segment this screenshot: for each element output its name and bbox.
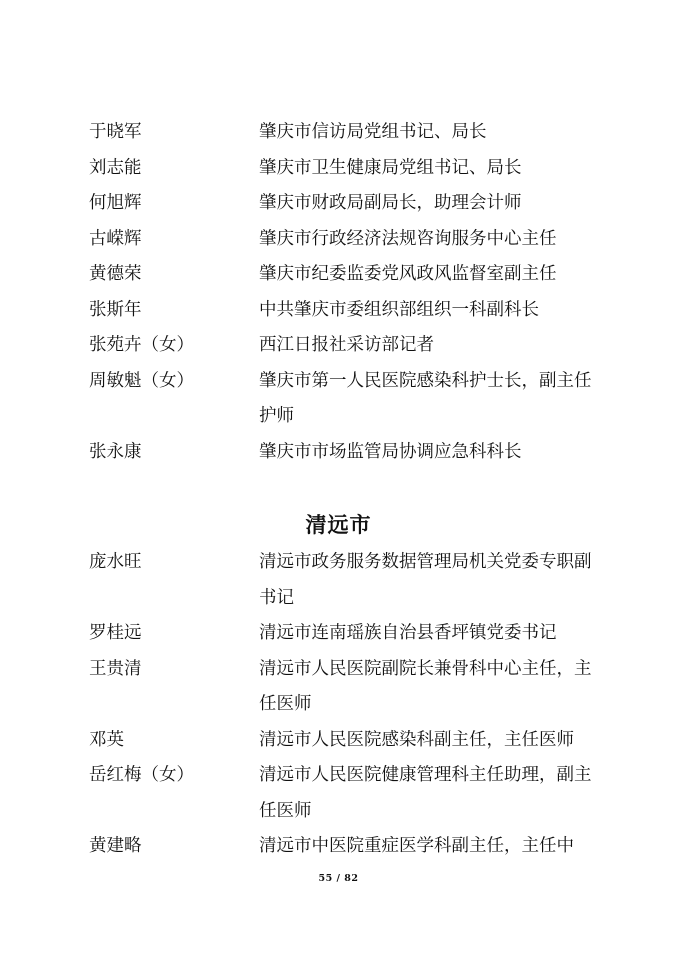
person-title: 肇庆市市场监管局协调应急科科长 xyxy=(259,441,522,462)
list-item xyxy=(0,435,677,471)
page-number: 55 / 82 xyxy=(318,873,359,884)
person-title: 清远市人民医院感染科副主任，主任医师 xyxy=(259,729,574,750)
person-title: 肇庆市卫生健康局党组书记、局长 xyxy=(259,157,522,178)
person-name: 张永康 xyxy=(89,441,142,462)
list-item xyxy=(0,257,677,293)
person-title: 肇庆市财政局副局长，助理会计师 xyxy=(259,193,522,213)
list-item xyxy=(0,115,677,151)
list-item xyxy=(0,616,677,652)
person-title: 西江日报社采访部记者 xyxy=(259,335,434,355)
person-name: 庞水旺 xyxy=(89,552,142,572)
list-item xyxy=(0,293,677,329)
person-name: 于晓军 xyxy=(89,122,142,142)
person-title: 清远市人民医院健康管理科主任助理，副主任医师 xyxy=(259,765,592,821)
person-title: 清远市政务服务数据管理局机关党委专职副书记 xyxy=(259,552,592,608)
list-item xyxy=(0,545,677,616)
person-name: 黄德荣 xyxy=(89,264,142,284)
person-name: 邓英 xyxy=(89,729,124,750)
list-item xyxy=(0,328,677,364)
person-title: 肇庆市第一人民医院感染科护士长，副主任护师 xyxy=(259,370,592,426)
list-item xyxy=(0,829,677,865)
list-item xyxy=(0,186,677,222)
list-item xyxy=(0,758,677,829)
person-title: 中共肇庆市委组织部组织一科副科长 xyxy=(259,299,539,320)
person-name: 张斯年 xyxy=(89,299,142,320)
person-title: 肇庆市纪委监委党风政风监督室副主任 xyxy=(259,264,557,284)
person-title: 肇庆市信访局党组书记、局长 xyxy=(259,122,487,142)
section-zhaoqing xyxy=(0,115,677,470)
list-item xyxy=(0,151,677,187)
person-title: 清远市中医院重症医学科副主任，主任中 xyxy=(259,836,574,856)
person-name: 王贵清 xyxy=(89,658,142,679)
person-name: 古嵘辉 xyxy=(89,228,142,249)
list-item xyxy=(0,222,677,258)
person-name: 岳红梅（女） xyxy=(89,765,194,785)
person-name: 罗桂远 xyxy=(89,623,142,643)
section-heading: 清远市 xyxy=(305,513,372,537)
section-qingyuan xyxy=(0,505,677,865)
person-name: 黄建略 xyxy=(89,836,142,856)
person-name: 刘志能 xyxy=(89,157,142,178)
list-item xyxy=(0,723,677,759)
person-title: 肇庆市行政经济法规咨询服务中心主任 xyxy=(259,228,557,249)
list-item xyxy=(0,364,677,435)
person-name: 周敏魁（女） xyxy=(89,370,194,391)
list-item xyxy=(0,652,677,723)
person-title: 清远市人民医院副院长兼骨科中心主任，主任医师 xyxy=(259,658,592,714)
person-name: 张苑卉（女） xyxy=(89,335,194,355)
person-title: 清远市连南瑶族自治县香坪镇党委书记 xyxy=(259,623,557,643)
person-name: 何旭辉 xyxy=(89,193,142,213)
